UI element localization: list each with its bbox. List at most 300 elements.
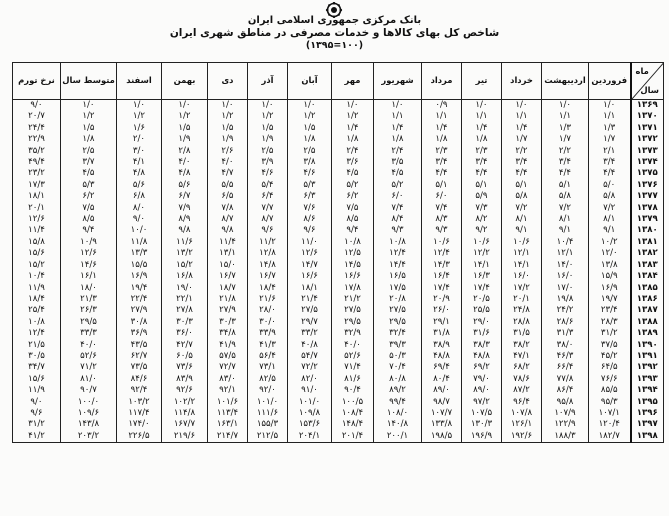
value-cell: ۱۰/۸ (332, 237, 374, 248)
value-cell: ۱۶۳/۱ (208, 419, 248, 430)
value-cell: ۱/۹ (208, 134, 248, 145)
year-cell: ۱۳۷۸ (631, 203, 664, 214)
value-cell: ۱۰/۸ (374, 237, 422, 248)
value-cell: ۳۰/۳ (208, 317, 248, 328)
value-cell: ۴/۴ (589, 168, 631, 179)
value-cell: ۲۰/۸ (374, 294, 422, 305)
year-cell: ۱۳۹۸ (631, 431, 664, 443)
value-cell: ۳۳/۹ (248, 328, 288, 339)
value-cell: ۱/۲ (162, 111, 208, 122)
value-cell: ۷/۹ (162, 203, 208, 214)
value-cell: ۷۷/۸ (542, 374, 589, 385)
value-cell: ۱۷/۲ (502, 283, 542, 294)
value-cell: ۹/۰ (13, 397, 61, 408)
year-cell: ۱۳۷۷ (631, 191, 664, 202)
value-cell: ۱۶/۶ (288, 271, 332, 282)
value-cell: ۸/۹ (162, 214, 208, 225)
value-cell: ۴/۴ (542, 168, 589, 179)
value-cell: ۲/۲ (502, 146, 542, 157)
value-cell: ۶۲/۷ (117, 351, 162, 362)
table-row (13, 374, 664, 385)
column-header: مرداد (422, 63, 462, 100)
table-row (13, 111, 664, 122)
value-cell: ۱۰۷/۵ (462, 408, 502, 419)
value-cell: ۱/۰ (374, 100, 422, 112)
value-cell: ۳/۷ (61, 157, 117, 168)
value-cell: ۱/۴ (502, 123, 542, 134)
table-row (13, 305, 664, 316)
value-cell: ۱/۵ (248, 123, 288, 134)
value-cell: ۲/۴ (374, 146, 422, 157)
value-cell: ۶/۲ (332, 191, 374, 202)
value-cell: ۱۶/۵ (374, 271, 422, 282)
value-cell: ۱۲/۴ (374, 248, 422, 259)
value-cell: ۱/۰ (542, 100, 589, 112)
value-cell: ۱/۰ (288, 100, 332, 112)
value-cell: ۱۰۹/۸ (288, 408, 332, 419)
value-cell: ۱/۴ (462, 123, 502, 134)
value-cell: ۱/۰ (502, 100, 542, 112)
value-cell: ۳/۵ (374, 157, 422, 168)
value-cell: ۵/۱ (542, 180, 589, 191)
value-cell: ۲۵/۴ (13, 305, 61, 316)
value-cell: ۱/۰ (61, 100, 117, 112)
value-cell: ۴۱/۹ (208, 340, 248, 351)
value-cell: ۱/۰ (208, 100, 248, 112)
value-cell: ۳/۶ (332, 157, 374, 168)
value-cell: ۲۰/۹ (422, 294, 462, 305)
value-cell: ۵/۸ (589, 191, 631, 202)
value-cell: ۱۲/۴ (13, 328, 61, 339)
value-cell: ۱/۴ (374, 123, 422, 134)
value-cell: ۱۶/۱ (61, 271, 117, 282)
value-cell: ۱۰۳/۲ (117, 397, 162, 408)
value-cell: ۱/۴ (332, 123, 374, 134)
value-cell: ۲۷/۸ (162, 305, 208, 316)
value-cell: ۴/۵ (374, 168, 422, 179)
value-cell: ۲/۱ (589, 146, 631, 157)
value-cell: ۷/۷ (248, 203, 288, 214)
value-cell: ۱۰۱/۰ (248, 397, 288, 408)
value-cell: ۲۹/۵ (61, 317, 117, 328)
value-cell: ۱۸۸/۳ (542, 431, 589, 443)
value-cell: ۱۰۷/۸ (502, 408, 542, 419)
value-cell: ۱/۰ (162, 100, 208, 112)
table-row (13, 351, 664, 362)
value-cell: ۱۰/۰ (117, 225, 162, 236)
value-cell: ۱۶/۳ (462, 271, 502, 282)
table-row (13, 214, 664, 225)
base-year-note: (۱۰۰=۱۳۹۵) (305, 40, 364, 51)
value-cell: ۳/۴ (462, 157, 502, 168)
value-cell: ۳/۰ (117, 146, 162, 157)
column-header: مهر (332, 63, 374, 100)
value-cell: ۲۳/۴ (589, 305, 631, 316)
value-cell: ۱۶/۰ (502, 271, 542, 282)
value-cell: ۷/۸ (208, 203, 248, 214)
value-cell: ۸۹/۰ (422, 385, 462, 396)
value-cell: ۲/۵ (288, 146, 332, 157)
value-cell: ۱/۱ (374, 111, 422, 122)
value-cell: ۱۸/۰ (61, 283, 117, 294)
value-cell: ۲/۲ (542, 146, 589, 157)
value-cell: ۹۲/۴ (117, 385, 162, 396)
value-cell: ۹۵/۳ (589, 397, 631, 408)
value-cell: ۵/۴ (248, 180, 288, 191)
value-cell: ۱/۴ (422, 123, 462, 134)
value-cell: ۹۲/۱ (208, 385, 248, 396)
year-cell: ۱۳۸۱ (631, 237, 664, 248)
value-cell: ۱/۲ (61, 111, 117, 122)
year-cell: ۱۳۸۴ (631, 271, 664, 282)
value-cell: ۹۹/۴ (374, 397, 422, 408)
value-cell: ۳/۴ (502, 157, 542, 168)
value-cell: ۵/۰ (589, 180, 631, 191)
value-cell: ۸/۱ (542, 214, 589, 225)
table-row (13, 123, 664, 134)
value-cell: ۳۸/۲ (502, 340, 542, 351)
value-cell: ۲۶/۳ (61, 305, 117, 316)
value-cell: ۱۱۴/۸ (162, 408, 208, 419)
value-cell: ۵/۱ (502, 180, 542, 191)
value-cell: ۱/۰ (248, 100, 288, 112)
year-cell: ۱۳۸۷ (631, 305, 664, 316)
value-cell: ۱۶/۹ (589, 283, 631, 294)
value-cell: ۲/۳ (462, 146, 502, 157)
value-cell: ۱۰/۴ (542, 237, 589, 248)
value-cell: ۹۰/۴ (332, 385, 374, 396)
value-cell: ۹/۴ (61, 225, 117, 236)
value-cell: ۷۱/۴ (332, 362, 374, 373)
value-cell: ۲۶/۰ (422, 305, 462, 316)
table-row (13, 203, 664, 214)
value-cell: ۵/۸ (542, 191, 589, 202)
value-cell: ۱۷/۵ (374, 283, 422, 294)
value-cell: ۱۶/۴ (422, 271, 462, 282)
value-cell: ۹/۳ (422, 225, 462, 236)
value-cell: ۹/۸ (162, 225, 208, 236)
value-cell: ۲۲۶/۵ (117, 431, 162, 443)
value-cell: ۱۸/۱ (288, 283, 332, 294)
value-cell: ۱۲/۱ (502, 248, 542, 259)
year-cell: ۱۳۸۲ (631, 248, 664, 259)
value-cell: ۱۸/۱ (13, 191, 61, 202)
value-cell: ۱/۷ (542, 134, 589, 145)
value-cell: ۱۴/۱ (462, 260, 502, 271)
value-cell: ۱/۸ (288, 134, 332, 145)
value-cell: ۱۲۶/۱ (502, 419, 542, 430)
value-cell: ۱۹/۷ (589, 294, 631, 305)
value-cell: ۱۲۲/۹ (542, 419, 589, 430)
value-cell: ۱۲/۲ (462, 248, 502, 259)
value-cell: ۴/۵ (61, 168, 117, 179)
value-cell: ۱۳/۲ (162, 248, 208, 259)
value-cell: ۱/۰ (589, 100, 631, 112)
value-cell: ۳۲/۹ (332, 328, 374, 339)
value-cell: ۵/۹ (462, 191, 502, 202)
value-cell: ۸/۷ (248, 214, 288, 225)
value-cell: ۵/۱ (462, 180, 502, 191)
value-cell: ۱/۵ (208, 123, 248, 134)
value-cell: ۲۲/۴ (117, 294, 162, 305)
value-cell: ۷/۴ (374, 203, 422, 214)
value-cell: ۶۴/۵ (589, 362, 631, 373)
value-cell: ۴/۰ (208, 157, 248, 168)
value-cell: ۶/۲ (61, 191, 117, 202)
year-cell: ۱۳۹۶ (631, 408, 664, 419)
value-cell: ۵۲/۶ (332, 351, 374, 362)
value-cell: ۲۱۴/۷ (208, 431, 248, 443)
value-cell: ۹/۰ (117, 214, 162, 225)
value-cell: ۲۷/۵ (374, 305, 422, 316)
value-cell: ۱۶/۷ (248, 271, 288, 282)
year-cell: ۱۳۸۵ (631, 283, 664, 294)
table-row (13, 362, 664, 373)
column-header: دی (208, 63, 248, 100)
value-cell: ۱۹/۰ (162, 283, 208, 294)
value-cell: ۱/۷ (589, 134, 631, 145)
document-title: شاخص کل بهای کالاها و خدمات مصرفی در مناطق شهری ایران (169, 27, 500, 39)
value-cell: ۷/۲ (542, 203, 589, 214)
column-header: بهمن (162, 63, 208, 100)
value-cell: ۵/۳ (288, 180, 332, 191)
value-cell: ۲۱/۵ (13, 340, 61, 351)
value-cell: ۱۸۲/۷ (589, 431, 631, 443)
table-body (13, 100, 664, 443)
year-cell: ۱۳۷۶ (631, 180, 664, 191)
value-cell: ۱/۰ (332, 100, 374, 112)
value-cell: ۱/۲ (288, 111, 332, 122)
value-cell: ۸۶/۴ (542, 385, 589, 396)
value-cell: ۳۴/۷ (13, 362, 61, 373)
value-cell: ۱۳/۱ (208, 248, 248, 259)
value-cell: ۴۶/۳ (542, 351, 589, 362)
value-cell: ۱۰۸/۴ (332, 408, 374, 419)
value-cell: ۱۵/۹ (589, 271, 631, 282)
value-cell: ۴۰/۸ (288, 340, 332, 351)
value-cell: ۳۲/۴ (374, 328, 422, 339)
value-cell: ۲۱/۲ (332, 294, 374, 305)
value-cell: ۳۱/۶ (462, 328, 502, 339)
value-cell: ۱/۲ (332, 111, 374, 122)
value-cell: ۱/۸ (374, 134, 422, 145)
column-header: اسفند (117, 63, 162, 100)
value-cell: ۱۶/۰ (542, 271, 589, 282)
value-cell: ۷/۵ (332, 203, 374, 214)
value-cell: ۱۹۸/۵ (422, 431, 462, 443)
value-cell: ۱۴/۰ (542, 260, 589, 271)
value-cell: ۲۰۰/۱ (374, 431, 422, 443)
value-cell: ۲۹/۱ (422, 317, 462, 328)
value-cell: ۸/۷ (208, 214, 248, 225)
value-cell: ۵/۸ (502, 191, 542, 202)
value-cell: ۸۹/۲ (374, 385, 422, 396)
year-cell: ۱۳۷۵ (631, 168, 664, 179)
value-cell: ۱۲/۶ (13, 214, 61, 225)
value-cell: ۳/۴ (422, 157, 462, 168)
value-cell: ۸/۲ (462, 214, 502, 225)
value-cell: ۱۰۷/۷ (422, 408, 462, 419)
table-row (13, 180, 664, 191)
value-cell: ۶/۰ (374, 191, 422, 202)
value-cell: ۱۵۳/۶ (288, 419, 332, 430)
value-cell: ۹/۱ (542, 225, 589, 236)
column-header: نرخ تورم (13, 63, 61, 100)
year-cell: ۱۳۶۹ (631, 100, 664, 112)
value-cell: ۳۱/۸ (422, 328, 462, 339)
value-cell: ۹۰/۷ (61, 385, 117, 396)
table-row (13, 328, 664, 339)
value-cell: ۸۷/۲ (502, 385, 542, 396)
value-cell: ۱/۵ (162, 123, 208, 134)
value-cell: ۱۵/۶ (13, 248, 61, 259)
value-cell: ۱/۶ (117, 123, 162, 134)
value-cell: ۳۰/۳ (162, 317, 208, 328)
value-cell: ۴۹/۴ (13, 157, 61, 168)
value-cell: ۲۴/۴ (13, 123, 61, 134)
value-cell: ۱۰۰/۵ (332, 397, 374, 408)
value-cell: ۱۲/۶ (61, 248, 117, 259)
value-cell: ۸۹/۰ (462, 385, 502, 396)
value-cell: ۲۵/۵ (462, 305, 502, 316)
value-cell: ۵۰/۳ (374, 351, 422, 362)
value-cell: ۸/۵ (61, 214, 117, 225)
value-cell: ۱۰۷/۹ (542, 408, 589, 419)
value-cell: ۱/۸ (61, 134, 117, 145)
value-cell: ۹/۶ (288, 225, 332, 236)
year-cell: ۱۳۸۰ (631, 225, 664, 236)
value-cell: ۳۷/۵ (589, 340, 631, 351)
corner-month-label: ماه (635, 66, 649, 76)
corner-year-label: سال (640, 84, 659, 95)
value-cell: ۷۶/۶ (589, 374, 631, 385)
value-cell: ۶/۰ (422, 191, 462, 202)
value-cell: ۲۸/۳ (589, 317, 631, 328)
value-cell: ۷۹/۰ (462, 374, 502, 385)
value-cell: ۴/۴ (422, 168, 462, 179)
value-cell: ۴۷/۱ (502, 351, 542, 362)
value-cell: ۱۰/۸ (13, 317, 61, 328)
year-cell: ۱۳۸۸ (631, 317, 664, 328)
year-cell: ۱۳۷۳ (631, 146, 664, 157)
year-cell: ۱۳۹۲ (631, 362, 664, 373)
value-cell: ۱۰۹/۶ (61, 408, 117, 419)
value-cell: ۱۱/۲ (248, 237, 288, 248)
value-cell: ۱۵/۵ (117, 260, 162, 271)
value-cell: ۱۴/۱ (502, 260, 542, 271)
value-cell: ۱۷/۸ (332, 283, 374, 294)
table-row (13, 146, 664, 157)
value-cell: ۲۸/۸ (502, 317, 542, 328)
value-cell: ۸۲/۰ (288, 374, 332, 385)
table-row (13, 271, 664, 282)
table-row (13, 100, 664, 112)
value-cell: ۱۰۲/۲ (162, 397, 208, 408)
column-header: اردیبهشت (542, 63, 589, 100)
value-cell: ۲۲/۱ (162, 294, 208, 305)
value-cell: ۹۲/۰ (248, 385, 288, 396)
year-cell: ۱۳۹۴ (631, 385, 664, 396)
value-cell: ۱۱/۹ (13, 385, 61, 396)
value-cell: ۲/۴ (332, 146, 374, 157)
value-cell: ۱۹۶/۹ (462, 431, 502, 443)
value-cell: ۲/۸ (162, 146, 208, 157)
table-row (13, 168, 664, 179)
value-cell: ۱۱/۴ (13, 225, 61, 236)
value-cell: ۹/۶ (13, 408, 61, 419)
value-cell: ۴/۰ (162, 157, 208, 168)
value-cell: ۱/۳ (542, 123, 589, 134)
value-cell: ۳/۴ (589, 157, 631, 168)
value-cell: ۱۱۳/۴ (208, 408, 248, 419)
value-cell: ۷۳/۶ (162, 362, 208, 373)
value-cell: ۵۴/۷ (288, 351, 332, 362)
value-cell: ۷/۲ (589, 203, 631, 214)
table-row (13, 191, 664, 202)
value-cell: ۵/۲ (332, 180, 374, 191)
value-cell: ۷۲/۲ (288, 362, 332, 373)
value-cell: ۲۷/۵ (332, 305, 374, 316)
value-cell: ۱۷/۰ (542, 283, 589, 294)
value-cell: ۲۸/۰ (248, 305, 288, 316)
value-cell: ۲/۳ (422, 146, 462, 157)
value-cell: ۸۳/۹ (162, 374, 208, 385)
corner-header (631, 63, 664, 100)
value-cell: ۴۵/۲ (589, 351, 631, 362)
value-cell: ۳/۹ (248, 157, 288, 168)
value-cell: ۱۵/۶ (13, 374, 61, 385)
value-cell: ۲۱۲/۵ (248, 431, 288, 443)
value-cell: ۱۷/۴ (422, 283, 462, 294)
value-cell: ۷/۶ (288, 203, 332, 214)
column-header: فروردین (589, 63, 631, 100)
value-cell: ۴۸/۸ (422, 351, 462, 362)
value-cell: ۳۴/۸ (208, 328, 248, 339)
table-header-row (13, 63, 664, 100)
column-header: خرداد (502, 63, 542, 100)
value-cell: ۱۰۸/۰ (374, 408, 422, 419)
value-cell: ۱۳۳/۸ (422, 419, 462, 430)
value-cell: ۷۸/۶ (502, 374, 542, 385)
year-cell: ۱۳۷۱ (631, 123, 664, 134)
value-cell: ۲۰۱/۴ (332, 431, 374, 443)
value-cell: ۱۲/۸ (248, 248, 288, 259)
value-cell: ۲۱/۳ (61, 294, 117, 305)
table-row (13, 294, 664, 305)
value-cell: ۱۶/۹ (117, 271, 162, 282)
value-cell: ۱۴/۴ (374, 260, 422, 271)
value-cell: ۲۴/۸ (502, 305, 542, 316)
value-cell: ۵/۱ (422, 180, 462, 191)
value-cell: ۱۸/۴ (13, 294, 61, 305)
value-cell: ۱۲/۴ (422, 248, 462, 259)
value-cell: ۳۱/۲ (589, 328, 631, 339)
value-cell: ۱۶۷/۷ (162, 419, 208, 430)
value-cell: ۸۳/۰ (208, 374, 248, 385)
table-row (13, 317, 664, 328)
value-cell: ۱۱/۰ (288, 237, 332, 248)
table-row (13, 408, 664, 419)
year-cell: ۱۳۷۹ (631, 214, 664, 225)
value-cell: ۷۲/۷ (208, 362, 248, 373)
value-cell: ۱/۳ (589, 123, 631, 134)
bank-name: بانک مرکزی جمهوری اسلامی ایران (247, 15, 422, 26)
column-header: آذر (248, 63, 288, 100)
value-cell: ۹۱/۰ (288, 385, 332, 396)
value-cell: ۱/۸ (422, 134, 462, 145)
value-cell: ۷/۵ (61, 203, 117, 214)
value-cell: ۱۳۰/۳ (462, 419, 502, 430)
